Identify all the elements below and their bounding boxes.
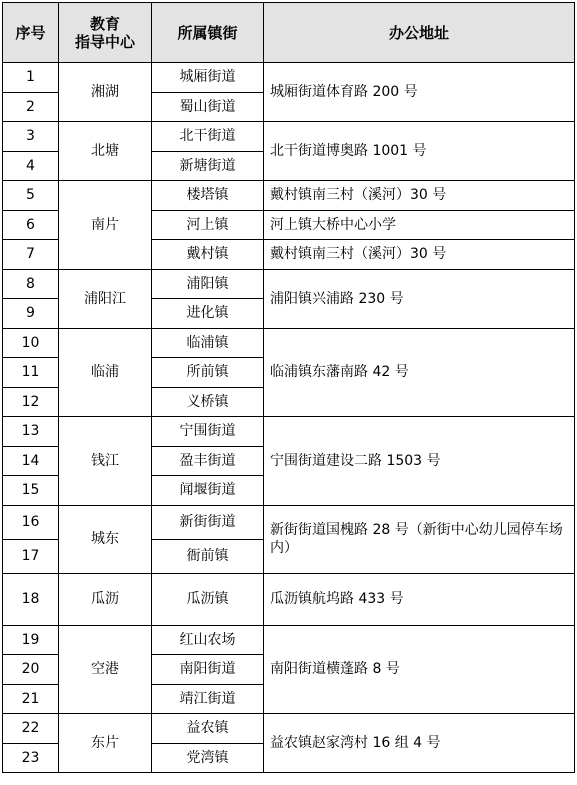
seq-cell: 18 — [3, 573, 59, 625]
seq-cell: 23 — [3, 743, 59, 773]
seq-cell: 2 — [3, 92, 59, 122]
center-cell: 东片 — [59, 714, 152, 773]
street-cell: 衙前镇 — [152, 539, 264, 573]
seq-cell: 3 — [3, 122, 59, 152]
header-seq: 序号 — [3, 3, 59, 63]
seq-cell: 11 — [3, 358, 59, 388]
center-cell: 湘湖 — [59, 63, 152, 122]
address-cell: 戴村镇南三村（溪河）30 号 — [264, 240, 575, 270]
street-cell: 城厢街道 — [152, 63, 264, 93]
seq-cell: 13 — [3, 417, 59, 447]
seq-cell: 1 — [3, 63, 59, 93]
center-cell: 临浦 — [59, 328, 152, 417]
header-row — [3, 3, 575, 63]
header-address: 办公地址 — [264, 3, 575, 63]
seq-cell: 4 — [3, 151, 59, 181]
street-cell: 所前镇 — [152, 358, 264, 388]
seq-cell: 21 — [3, 684, 59, 714]
header-center — [59, 3, 152, 63]
street-cell: 盈丰街道 — [152, 446, 264, 476]
center-cell: 钱江 — [59, 417, 152, 506]
table-row — [3, 714, 575, 744]
header-center-line2: 指导中心 — [74, 32, 135, 51]
address-cell: 瓜沥镇航坞路 433 号 — [264, 573, 575, 625]
table-row — [3, 417, 575, 447]
street-cell: 进化镇 — [152, 299, 264, 329]
table-row — [3, 269, 575, 299]
street-cell: 靖江街道 — [152, 684, 264, 714]
seq-cell: 22 — [3, 714, 59, 744]
street-cell: 浦阳镇 — [152, 269, 264, 299]
address-cell: 浦阳镇兴浦路 230 号 — [264, 269, 575, 328]
street-cell: 新街街道 — [152, 505, 264, 539]
seq-cell: 8 — [3, 269, 59, 299]
street-cell: 戴村镇 — [152, 240, 264, 270]
table-row — [3, 63, 575, 93]
header-center-line1: 教育 — [89, 14, 120, 33]
seq-cell: 14 — [3, 446, 59, 476]
seq-cell: 9 — [3, 299, 59, 329]
street-cell: 河上镇 — [152, 210, 264, 240]
table-row — [3, 573, 575, 625]
address-cell: 益农镇赵家湾村 16 组 4 号 — [264, 714, 575, 773]
address-cell: 戴村镇南三村（溪河）30 号 — [264, 181, 575, 211]
street-cell: 北干街道 — [152, 122, 264, 152]
seq-cell: 6 — [3, 210, 59, 240]
table-row — [3, 625, 575, 655]
street-cell: 益农镇 — [152, 714, 264, 744]
seq-cell: 10 — [3, 328, 59, 358]
seq-cell: 15 — [3, 476, 59, 506]
table-row — [3, 328, 575, 358]
seq-cell: 12 — [3, 387, 59, 417]
seq-cell: 17 — [3, 539, 59, 573]
center-cell: 南片 — [59, 181, 152, 270]
address-cell: 北干街道博奥路 1001 号 — [264, 122, 575, 181]
street-cell: 南阳街道 — [152, 655, 264, 685]
address-cell: 南阳街道横蓬路 8 号 — [264, 625, 575, 714]
street-cell: 新塘街道 — [152, 151, 264, 181]
education-center-table — [2, 2, 575, 773]
table-row — [3, 505, 575, 539]
street-cell: 闻堰街道 — [152, 476, 264, 506]
table-row — [3, 122, 575, 152]
street-cell: 蜀山街道 — [152, 92, 264, 122]
center-cell: 浦阳江 — [59, 269, 152, 328]
table-row — [3, 181, 575, 211]
street-cell: 瓜沥镇 — [152, 573, 264, 625]
center-cell: 北塘 — [59, 122, 152, 181]
street-cell: 红山农场 — [152, 625, 264, 655]
header-street: 所属镇街 — [152, 3, 264, 63]
center-cell: 城东 — [59, 505, 152, 573]
address-cell: 宁围街道建设二路 1503 号 — [264, 417, 575, 506]
address-cell: 城厢街道体育路 200 号 — [264, 63, 575, 122]
seq-cell: 19 — [3, 625, 59, 655]
seq-cell: 5 — [3, 181, 59, 211]
street-cell: 宁围街道 — [152, 417, 264, 447]
address-cell: 临浦镇东藩南路 42 号 — [264, 328, 575, 417]
address-cell: 河上镇大桥中心小学 — [264, 210, 575, 240]
seq-cell: 7 — [3, 240, 59, 270]
street-cell: 党湾镇 — [152, 743, 264, 773]
address-cell: 新街街道国槐路 28 号（新街中心幼儿园停车场内） — [264, 505, 575, 573]
street-cell: 临浦镇 — [152, 328, 264, 358]
street-cell: 楼塔镇 — [152, 181, 264, 211]
seq-cell: 16 — [3, 505, 59, 539]
street-cell: 义桥镇 — [152, 387, 264, 417]
center-cell: 瓜沥 — [59, 573, 152, 625]
seq-cell: 20 — [3, 655, 59, 685]
center-cell: 空港 — [59, 625, 152, 714]
